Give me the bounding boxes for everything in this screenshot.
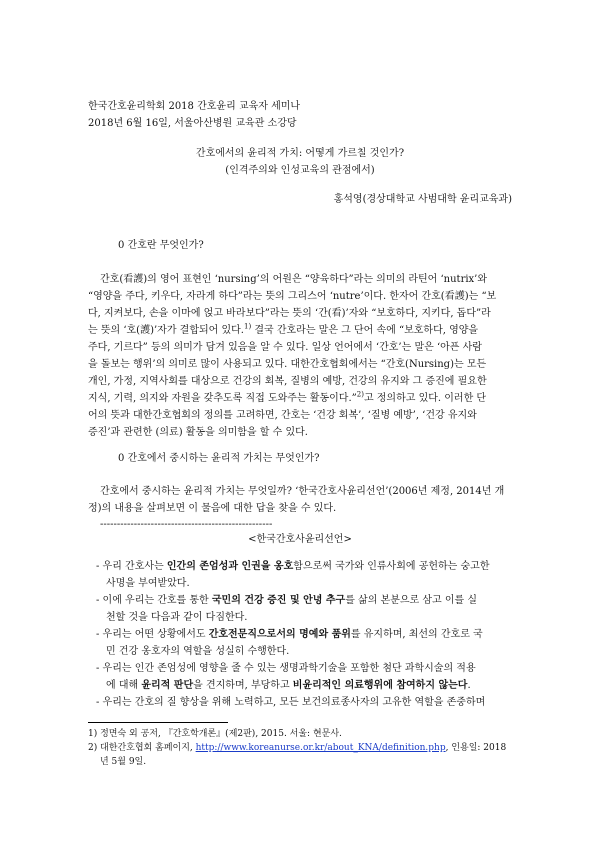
paragraph-line bbox=[88, 324, 478, 338]
section-heading-2: 0 간호에서 중시하는 윤리적 가치는 무엇인가? bbox=[118, 453, 320, 464]
text-span: 을 견지하며, 부당하고 bbox=[193, 680, 293, 691]
paragraph-line: 간호에서 중시하는 윤리적 가치는 무엇일까? ‘한국간호사윤리선언’(2006년 제정, 2014년 개 bbox=[100, 486, 505, 497]
emphasis-text: 국민의 건강 증진 및 안녕 추구 bbox=[211, 595, 346, 606]
footnote-link[interactable]: http://www.koreanurse.or.kr/about_KNA/definition.php bbox=[195, 743, 446, 753]
paragraph-line: 증진’과 관련한 (의료) 활동을 의미함을 할 수 있다. bbox=[88, 427, 308, 438]
text-span: , 인용일: 2018 bbox=[445, 743, 507, 753]
text-span: 에 대해 bbox=[106, 680, 142, 691]
paragraph-line: 정)의 내용을 살펴보면 이 물음에 대한 답을 찾을 수 있다. bbox=[88, 503, 337, 514]
declaration-item-cont: 사명을 부여받았다. bbox=[106, 578, 190, 589]
text-span: 를 유지하며, 최선의 간호로 국 bbox=[350, 629, 483, 640]
footnote-2-cont: 년 5월 9일. bbox=[100, 757, 147, 767]
text-span: 2) 대한간호협회 홈페이지, bbox=[88, 743, 196, 753]
emphasis-text: 윤리적 판단 bbox=[141, 680, 194, 691]
text-span: - 이에 우리는 간호를 통한 bbox=[96, 595, 212, 606]
paragraph-line: “영양을 주다, 키우다, 자라게 하다”라는 뜻의 그리스어 ‘nutre’이다. 한자어 간호(看護)는 “보 bbox=[88, 291, 497, 302]
text-span: . bbox=[467, 680, 471, 691]
declaration-item bbox=[96, 628, 483, 642]
paragraph-line: 간호(看護)의 영어 표현인 ‘nursing’의 어원은 “양육하다”라는 의미의 라틴어 ‘nutrix’와 bbox=[100, 274, 488, 285]
dashed-separator: --------------------------------------------------- bbox=[100, 519, 273, 530]
paragraph-line: 어의 뜻과 대한간호협회의 정의를 고려하면, 간호는 ‘건강 회복’, ‘질병 예방’, ‘건강 유지와 bbox=[88, 410, 477, 421]
text-span: 는 뜻의 ‘호(護)’자가 결합되어 있다. bbox=[88, 325, 244, 336]
declaration-item-cont: 천할 것을 다음과 같이 다짐한다. bbox=[106, 612, 248, 623]
section-heading-1: 0 간호란 무엇인가? bbox=[118, 240, 204, 251]
emphasis-text: 인간의 존엄성과 인권을 옹호 bbox=[166, 561, 294, 572]
seminar-title: 한국간호윤리학회 2018 간호윤리 교육자 세미나 bbox=[88, 101, 301, 112]
emphasis-text: 비윤리적인 의료행위에 참여하지 않는다 bbox=[292, 680, 468, 691]
paragraph-line: 개인, 가정, 지역사회를 대상으로 건강의 회복, 질병의 예방, 건강의 유지와 그 증진에 필요한 bbox=[88, 376, 487, 387]
footnote-2 bbox=[88, 742, 506, 755]
paragraph-line: 을 돌보는 행위’의 의미로 많이 사용되고 있다. 대한간호협회에서는 “간호(Nursing)는 모든 bbox=[88, 359, 487, 370]
paragraph-line: 주다, 기르다” 등의 의미가 담겨 있음을 알 수 있다. 일상 언어에서 ‘간호’는 말은 ‘아픈 사람 bbox=[88, 342, 482, 353]
declaration-item bbox=[96, 560, 490, 574]
footnote-ref-2[interactable]: 2) bbox=[356, 390, 364, 399]
text-span: 결국 간호라는 말은 그 단어 속에 “보호하다, 영양을 bbox=[251, 325, 479, 336]
footnote-divider bbox=[88, 722, 228, 723]
declaration-item-cont bbox=[106, 679, 471, 693]
declaration-item: - 우리는 간호의 질 향상을 위해 노력하고, 모든 보건의료종사자의 고유한 역할을 존중하며 bbox=[96, 697, 486, 708]
declaration-item: - 우리는 인간 존엄성에 영향을 줄 수 있는 생명과학기술을 포함한 첨단 과학시술의 적용 bbox=[96, 663, 476, 674]
declaration-title: <한국간호사윤리선언> bbox=[248, 534, 352, 545]
emphasis-text: 간호전문직으로서의 명예와 품위 bbox=[208, 629, 351, 640]
footnote-1: 1) 정면숙 외 공저, 『간호학개론』(제2판), 2015. 서울: 현문사. bbox=[88, 729, 342, 739]
text-span: 를 삶의 본분으로 삼고 이를 실 bbox=[345, 595, 478, 606]
seminar-date-venue: 2018년 6월 16일, 서울아산병원 교육관 소강당 bbox=[88, 118, 297, 129]
author: 홍석영(경상대학교 사범대학 윤리교육과) bbox=[333, 194, 512, 205]
text-span: 고 정의하고 있다. 이러한 단 bbox=[363, 393, 487, 404]
text-span: - 우리는 어떤 상황에서도 bbox=[96, 629, 209, 640]
paragraph-line: 다, 지켜보다, 손을 이마에 얹고 바라보다”라는 뜻의 ‘간(看)’자와 “보호하다, 지키다, 돕다”라 bbox=[88, 308, 491, 319]
page-subtitle: (인격주의와 인성교육의 관점에서) bbox=[225, 165, 375, 176]
text-span: - 우리 간호사는 bbox=[96, 561, 167, 572]
text-span: 지식, 기력, 의지와 자원을 갖추도록 직접 도와주는 활동이다.” bbox=[88, 393, 357, 404]
page-title: 간호에서의 윤리적 가치: 어떻게 가르칠 것인가? bbox=[195, 148, 405, 159]
declaration-item bbox=[96, 594, 477, 608]
footnote-ref-1[interactable]: 1) bbox=[243, 322, 252, 331]
paragraph-line bbox=[88, 392, 486, 406]
declaration-item-cont: 민 건강 옹호자의 역할을 성실히 수행한다. bbox=[106, 646, 290, 657]
text-span: 함으로써 국가와 인류사회에 공헌하는 숭고한 bbox=[293, 561, 490, 572]
